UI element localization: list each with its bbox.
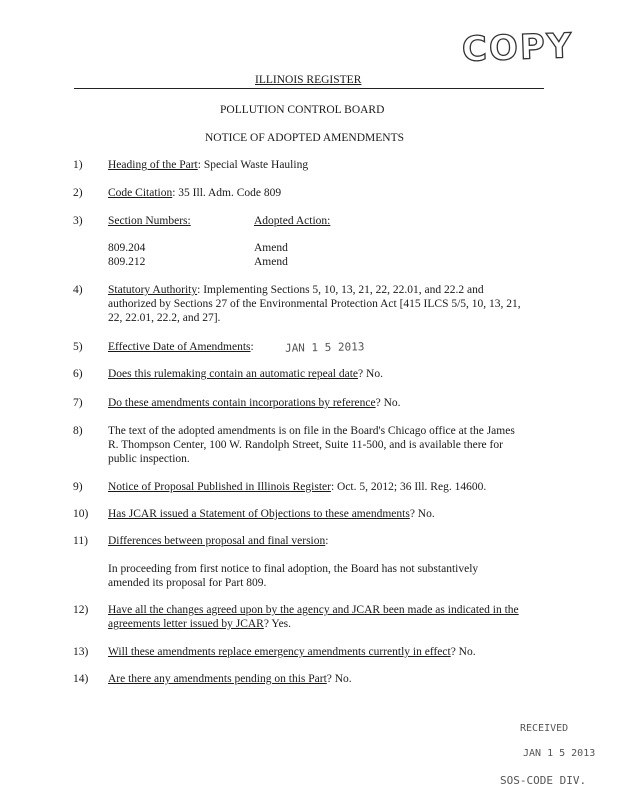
item-11 <box>108 534 328 549</box>
item-3-number: 3) <box>73 215 83 227</box>
item-7-label: Do these amendments contain incorporations by reference <box>108 397 376 409</box>
item-11-label: Differences between proposal and final version <box>108 535 326 547</box>
item-12-line-1: Have all the changes agreed upon by the agency and JCAR been made as indicated in the <box>108 604 519 616</box>
item-2-value: : 35 Ill. Adm. Code 809 <box>172 187 282 199</box>
register-title: ILLINOIS REGISTER <box>255 74 362 86</box>
item-12-value: ? Yes. <box>263 618 292 630</box>
item-8-line-1: The text of the adopted amendments is on file in the Board's Chicago office at the James <box>108 425 515 437</box>
item-9 <box>108 480 486 495</box>
item-8-line-3: public inspection. <box>108 453 190 465</box>
item-7 <box>108 396 401 411</box>
action-809-204: Amend <box>254 242 288 254</box>
effective-date-stamp: JAN 1 5 2013 <box>284 340 365 355</box>
item-14 <box>108 672 352 687</box>
item-4-line-2: authorized by Sections 27 of the Environmental Protection Act [415 ILCS 5/5, 10, 13, 21, <box>108 298 521 310</box>
item-1-value: : Special Waste Hauling <box>197 159 309 171</box>
agency-title: POLLUTION CONTROL BOARD <box>220 104 385 116</box>
item-11-number: 11) <box>73 535 88 547</box>
section-numbers-header: Section Numbers: <box>108 215 191 227</box>
item-5-colon: : <box>250 341 254 353</box>
item-7-value: ? No. <box>375 397 401 409</box>
item-8-number: 8) <box>73 425 83 437</box>
item-10-value: ? No. <box>409 508 435 520</box>
item-13-number: 13) <box>73 646 89 658</box>
item-13-label: Will these amendments replace emergency amendments currently in effect <box>108 646 451 658</box>
item-10-label: Has JCAR issued a Statement of Objections to these amendments <box>108 508 410 520</box>
action-809-212: Amend <box>254 256 288 268</box>
item-11-para-1: In proceeding from first notice to final adoption, the Board has not substantively <box>108 563 479 575</box>
item-12-number: 12) <box>73 604 89 616</box>
item-8-line-2: R. Thompson Center, 100 W. Randolph Street, Suite 11-500, and is available there for <box>108 439 503 451</box>
item-14-number: 14) <box>73 673 89 685</box>
item-7-number: 7) <box>73 397 83 409</box>
item-11-colon: : <box>325 535 329 547</box>
item-12-label: agreements letter issued by JCAR <box>108 618 264 630</box>
item-5 <box>108 340 254 355</box>
adopted-action-header: Adopted Action: <box>254 215 331 227</box>
section-809-204: 809.204 <box>108 242 146 254</box>
item-4-line-1 <box>108 283 484 298</box>
item-2-label: Code Citation <box>108 187 173 199</box>
copy-stamp: COPY <box>461 26 575 70</box>
item-9-value: : Oct. 5, 2012; 36 Ill. Reg. 14600. <box>330 481 487 493</box>
item-2-number: 2) <box>73 187 83 199</box>
item-1-label: Heading of the Part <box>108 159 198 171</box>
item-2 <box>108 186 281 201</box>
item-10 <box>108 507 435 522</box>
item-14-label: Are there any amendments pending on this Part <box>108 673 327 685</box>
item-6-number: 6) <box>73 368 83 380</box>
item-9-number: 9) <box>73 481 83 493</box>
item-12-line-2 <box>108 617 291 632</box>
received-stamp-label: RECEIVED <box>520 723 569 734</box>
item-9-label: Notice of Proposal Published in Illinois Register <box>108 481 331 493</box>
item-1 <box>108 158 308 173</box>
item-13-value: ? No. <box>450 646 476 658</box>
notice-title: NOTICE OF ADOPTED AMENDMENTS <box>205 132 405 144</box>
section-809-212: 809.212 <box>108 256 146 268</box>
item-10-number: 10) <box>73 508 89 520</box>
item-4-label: Statutory Authority <box>108 284 198 296</box>
item-14-value: ? No. <box>326 673 352 685</box>
item-4-line-3: 22, 22.01, 22.2, and 27]. <box>108 312 221 324</box>
received-stamp-office: SOS-CODE DIV. <box>500 774 587 787</box>
item-4-number: 4) <box>73 284 83 296</box>
item-5-label: Effective Date of Amendments <box>108 341 251 353</box>
item-13 <box>108 645 476 660</box>
item-6-value: ? No. <box>358 368 383 380</box>
item-1-number: 1) <box>73 159 83 171</box>
item-6 <box>108 367 383 382</box>
item-5-number: 5) <box>73 341 83 353</box>
item-6-label: Does this rulemaking contain an automatic repeal date <box>108 368 359 380</box>
item-11-para-2: amended its proposal for Part 809. <box>108 577 267 589</box>
received-stamp-date: JAN 1 5 2013 <box>523 748 596 759</box>
item-4-text: : Implementing Sections 5, 10, 13, 21, 22, 22.01, and 22.2 and <box>197 284 484 296</box>
